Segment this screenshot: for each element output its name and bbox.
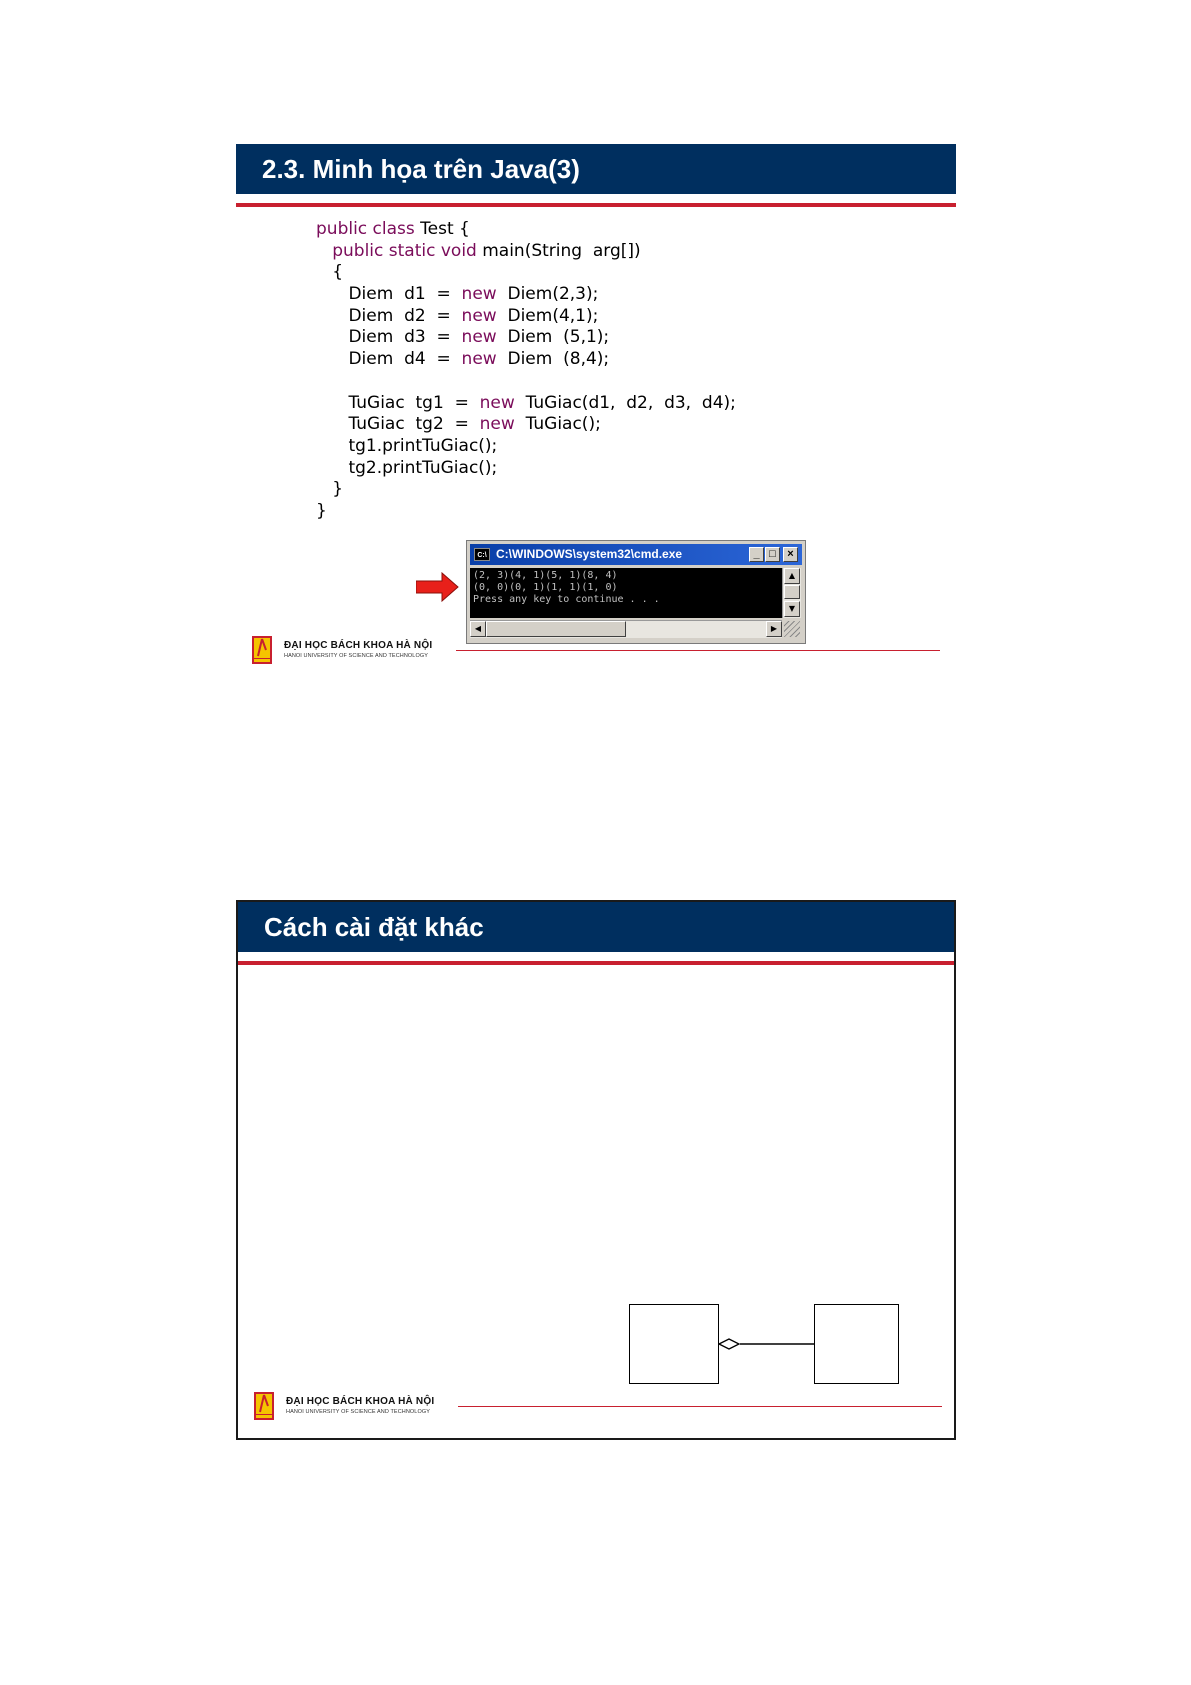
slide-title: 2.3. Minh họa trên Java(3): [236, 144, 956, 194]
code-text: TuGiac tg1 =: [348, 392, 480, 413]
minimize-button[interactable]: _: [749, 547, 764, 562]
cmd-app-icon: C:\: [474, 548, 490, 561]
right-arrow-icon: [416, 572, 460, 606]
scroll-down-icon[interactable]: ▼: [784, 601, 800, 617]
code-line: [316, 371, 736, 393]
uml-class-box-left: [629, 1304, 719, 1384]
code-text: }: [332, 479, 344, 500]
code-indent: [316, 393, 348, 413]
code-text: Diem(2,3);: [496, 284, 599, 305]
university-subtitle: HANOI UNIVERSITY OF SCIENCE AND TECHNOLOGY: [284, 653, 428, 659]
close-button[interactable]: ×: [783, 547, 798, 562]
code-text: TuGiac tg2 =: [348, 414, 480, 435]
cmd-console-output: [470, 568, 782, 618]
code-keyword: new: [461, 305, 497, 326]
code-text: Diem (8,4);: [496, 349, 610, 370]
code-indent: [316, 458, 348, 478]
code-line: [316, 393, 736, 415]
university-subtitle: HANOI UNIVERSITY OF SCIENCE AND TECHNOLOGY: [286, 1409, 430, 1415]
resize-grip-icon[interactable]: [784, 621, 800, 637]
footer-university: [286, 1396, 434, 1415]
slide-title: Cách cài đặt khác: [238, 902, 954, 952]
uml-class-box-right: [814, 1304, 899, 1384]
code-keyword: public static void: [332, 240, 477, 261]
footer-divider: [456, 650, 940, 651]
code-indent: [316, 306, 348, 326]
java-code-block: [316, 219, 736, 523]
scroll-right-icon[interactable]: ▶: [766, 621, 782, 637]
code-keyword: new: [461, 349, 497, 370]
code-text: {: [332, 262, 344, 283]
code-line: [316, 327, 736, 349]
vertical-scrollbar[interactable]: [782, 568, 801, 618]
cmd-title-bar[interactable]: [470, 544, 802, 565]
console-line: Press any key to continue . . .: [473, 594, 660, 605]
code-line: [316, 284, 736, 306]
university-logo-icon: [254, 1392, 274, 1420]
code-text: Test {: [414, 219, 470, 239]
code-text: TuGiac(d1, d2, d3, d4);: [514, 392, 736, 413]
code-line: [316, 458, 736, 480]
university-name: ĐẠI HỌC BÁCH KHOA HÀ NỘI: [286, 1396, 435, 1407]
code-line: [316, 262, 736, 284]
code-text: Diem d1 =: [348, 284, 462, 305]
footer-divider: [458, 1406, 942, 1407]
university-name: ĐẠI HỌC BÁCH KHOA HÀ NỘI: [284, 640, 433, 651]
code-indent: [316, 327, 348, 347]
code-line: [316, 501, 736, 523]
code-keyword: new: [461, 284, 497, 305]
code-text: tg1.printTuGiac();: [348, 435, 498, 456]
code-keyword: new: [461, 327, 497, 348]
code-line: [316, 414, 736, 436]
title-divider: [238, 961, 954, 965]
code-indent: [316, 479, 332, 499]
code-line: [316, 479, 736, 501]
code-text: }: [316, 500, 327, 521]
code-line: [316, 306, 736, 328]
console-line: (2, 3)(4, 1)(5, 1)(8, 4): [473, 570, 618, 581]
code-line: [316, 436, 736, 458]
code-text: TuGiac();: [514, 414, 601, 435]
code-keyword: new: [479, 414, 515, 435]
cmd-window-title: C:\WINDOWS\system32\cmd.exe: [496, 547, 683, 561]
code-indent: [316, 414, 348, 434]
code-indent: [316, 284, 348, 304]
code-text: Diem(4,1);: [496, 305, 599, 326]
code-keyword: new: [479, 392, 515, 413]
cmd-window[interactable]: [466, 540, 806, 644]
scroll-up-icon[interactable]: ▲: [784, 568, 800, 584]
code-text: main(String arg[]): [476, 240, 641, 261]
maximize-button[interactable]: □: [765, 547, 780, 562]
code-text: Diem d4 =: [348, 349, 462, 370]
slide-2: [236, 900, 956, 1440]
code-keyword: public class: [316, 219, 415, 239]
code-indent: [316, 436, 348, 456]
code-text: Diem (5,1);: [496, 327, 610, 348]
code-line: [316, 219, 736, 241]
code-text: Diem d3 =: [348, 327, 462, 348]
vertical-scroll-thumb[interactable]: [784, 585, 800, 599]
title-divider: [236, 203, 956, 207]
code-line: [316, 241, 736, 263]
code-indent: [316, 241, 332, 261]
slide-1: [236, 144, 956, 684]
code-text: Diem d2 =: [348, 305, 462, 326]
code-text: tg2.printTuGiac();: [348, 457, 498, 478]
code-line: [316, 349, 736, 371]
horizontal-scroll-thumb[interactable]: [486, 621, 626, 637]
university-logo-icon: [252, 636, 272, 664]
horizontal-scrollbar[interactable]: [470, 620, 782, 638]
scroll-left-icon[interactable]: ◀: [470, 621, 486, 637]
code-indent: [316, 349, 348, 369]
code-indent: [316, 262, 332, 282]
footer-university: [284, 640, 432, 659]
aggregation-connector: [718, 1334, 816, 1354]
console-line: (0, 0)(0, 1)(1, 1)(1, 0): [473, 582, 618, 593]
